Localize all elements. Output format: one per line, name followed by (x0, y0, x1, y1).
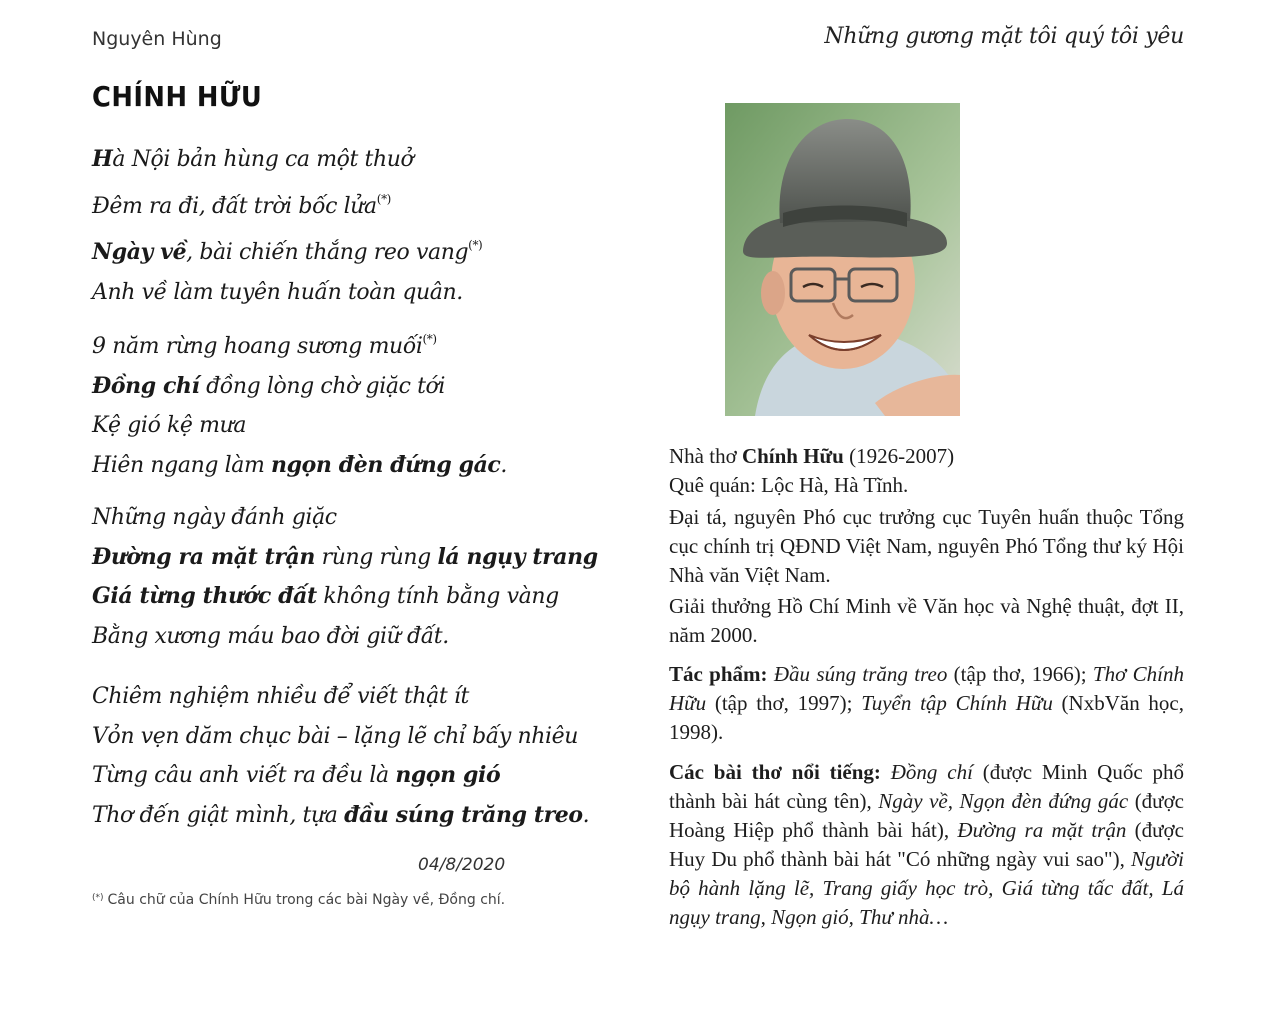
line-text: Kệ gió kệ mưa (92, 413, 247, 438)
line-text: . (582, 802, 590, 828)
poem-title-ref: Đường ra mặt trận (957, 818, 1127, 842)
emphasis-text: lá ngụy trang (437, 543, 598, 570)
poem-line (92, 498, 612, 538)
poem-title-ref: Người bộ hành lặng lẽ, Trang giấy học trò, Giá từng tấc đất, Lá ngụy trang, Ngọn gió, Thư nhà… (669, 847, 1184, 929)
poem-line (92, 677, 612, 717)
line-text: không tính bằng vàng (316, 584, 559, 609)
bio-works (669, 660, 1184, 747)
poem-line (92, 538, 612, 578)
portrait-photo (725, 103, 960, 416)
bio-famous-poems (669, 758, 1184, 932)
bio-award: Giải thưởng Hồ Chí Minh về Văn học và Nghệ thuật, đợt II, năm 2000. (669, 594, 1184, 647)
poem-date: 04/8/2020 (418, 855, 506, 875)
poem-line (92, 446, 612, 486)
line-bold-initial: H (92, 146, 113, 172)
line-text: Vỏn vẹn dăm chục bài – lặng lẽ chỉ bấy nhiêu (92, 723, 579, 749)
book-title: Những gương mặt tôi quý tôi yêu (824, 24, 1184, 49)
line-text: . (500, 452, 508, 478)
work-note: (NxbVăn học, 1998). (669, 691, 1184, 744)
line-text: Hiên ngang làm (92, 452, 272, 478)
line-text: Từng câu anh viết ra đều là (92, 763, 396, 788)
bio-hometown: Quê quán: Lộc Hà, Hà Tĩnh. (669, 473, 909, 497)
line-text: Anh về làm tuyên huấn toàn quân. (92, 279, 463, 305)
poem-line (92, 617, 612, 657)
portrait-illustration (725, 103, 960, 416)
poem-line (92, 273, 612, 313)
work-title: Thơ Chính Hữu (669, 662, 1184, 715)
bio-name: Chính Hữu (741, 444, 844, 468)
line-text: 9 năm rừng hoang sương muối (92, 334, 423, 359)
footnote-mark: (*) (92, 893, 104, 903)
bio-career: Đại tá, nguyên Phó cục trưởng cục Tuyên huấn thuộc Tổng cục chính trị QĐND Việt Nam, nguyên Phó Tổng thư ký Hội Nhà văn Việt Nam. (669, 505, 1184, 587)
bio-name-prefix: Nhà thơ (669, 444, 742, 468)
footnote-ref: (*) (468, 238, 483, 252)
poem-stanza-4 (92, 677, 612, 835)
emphasis-text: ngọn gió (395, 762, 501, 788)
poem-line (92, 717, 612, 757)
footnote-text: Câu chữ của Chính Hữu trong các bài Ngày về, Đồng chí. (107, 892, 506, 908)
emphasis-text: Giá từng thước đất (92, 583, 317, 609)
line-text: Những ngày đánh giặc (92, 505, 337, 530)
poem-stanza-2 (92, 320, 612, 485)
footnote (92, 892, 505, 908)
poem-line (92, 406, 612, 446)
poem-title-ref: Đồng chí (880, 760, 973, 784)
poem-title-ref: Ngày về, Ngọn đèn đứng gác (878, 789, 1129, 813)
poem-line (92, 577, 612, 617)
line-text: , bài chiến thắng reo vang (186, 240, 469, 265)
footnote-ref: (*) (422, 332, 437, 346)
works-label: Tác phẩm: (669, 662, 768, 686)
line-text: Chiêm nghiệm nhiều để viết thật ít (92, 684, 469, 709)
footnote-ref: (*) (376, 191, 391, 206)
poem-title: CHÍNH HỮU (92, 80, 263, 113)
emphasis-text: ngọn đèn đứng gác (271, 451, 501, 478)
line-text: rùng rùng (315, 544, 438, 570)
line-text: Bằng xương máu bao đời giữ đất. (92, 623, 449, 649)
work-note: (tập thơ, 1997); (706, 691, 862, 715)
line-text: Đêm ra đi, đất trời bốc lửa (92, 193, 377, 219)
line-text: đồng lòng chờ giặc tới (199, 373, 446, 399)
bio-name-line (669, 442, 1184, 471)
poem-line (92, 796, 612, 836)
emphasis-text: đầu súng trăng treo (344, 801, 583, 828)
poem-line (92, 226, 612, 273)
poem-line (92, 180, 612, 227)
line-text: à Nội bản hùng ca một thuở (112, 147, 414, 172)
author-header: Nguyên Hùng (92, 28, 222, 50)
poem-stanza-1 (92, 140, 612, 312)
poems-label: Các bài thơ nổi tiếng: (669, 760, 881, 784)
bio-years: (1926-2007) (843, 444, 955, 468)
emphasis-text: Ngày về (92, 239, 187, 265)
poem-line (92, 756, 612, 796)
poem-line (92, 367, 612, 407)
emphasis-text: Đường ra mặt trận (92, 543, 315, 570)
poem-line (92, 320, 612, 367)
poem-stanza-3 (92, 498, 612, 656)
poem-line (92, 140, 612, 180)
poem-note: (được Hoàng Hiệp phổ thành bài hát), (669, 789, 1184, 842)
work-note: (tập thơ, 1966); (947, 662, 1093, 686)
line-text: Thơ đến giật mình, tựa (92, 802, 345, 828)
work-title: Tuyển tập Chính Hữu (861, 691, 1053, 715)
poem-note: (được Huy Du phổ thành bài hát "Có những ngày vui sao"), (669, 818, 1184, 871)
poem-note: (được Minh Quốc phổ thành bài hát cùng tên), (669, 760, 1184, 813)
work-title: Đầu súng trăng treo (767, 662, 948, 686)
emphasis-text: Đồng chí (92, 372, 200, 399)
